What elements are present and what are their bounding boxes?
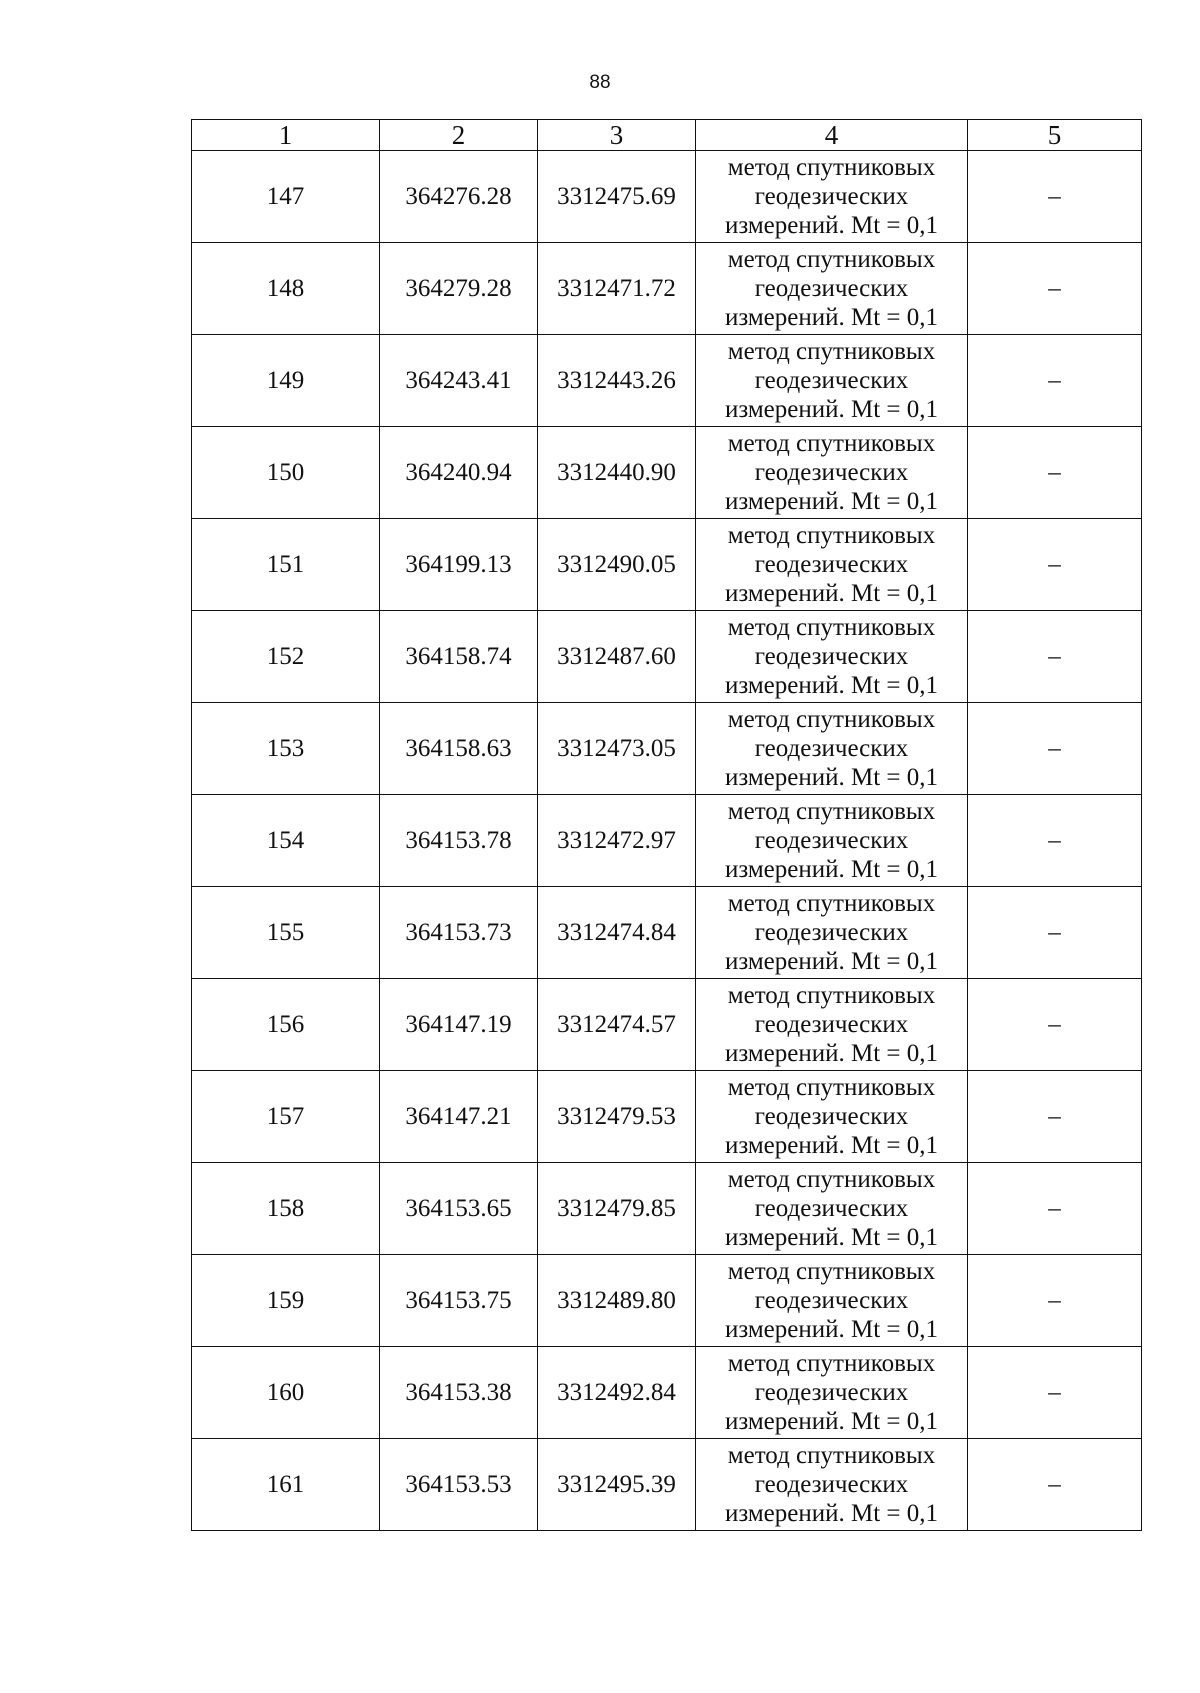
x-coordinate-cell: 364153.38: [380, 1347, 538, 1439]
point-number-cell: 149: [192, 335, 380, 427]
table-header-row: [192, 120, 1142, 151]
note-cell: –: [968, 519, 1142, 611]
y-coordinate-cell: 3312443.26: [538, 335, 696, 427]
table-row: [192, 1347, 1142, 1439]
y-coordinate-cell: 3312490.05: [538, 519, 696, 611]
method-line-2: геодезических: [754, 1471, 909, 1498]
point-number-cell: 154: [192, 795, 380, 887]
method-line-2: геодезических: [754, 183, 909, 210]
point-number-cell: 148: [192, 243, 380, 335]
point-number-cell: 152: [192, 611, 380, 703]
point-number-cell: 160: [192, 1347, 380, 1439]
y-coordinate-cell: 3312473.05: [538, 703, 696, 795]
x-coordinate-cell: 364158.63: [380, 703, 538, 795]
table-row: [192, 795, 1142, 887]
method-cell: [696, 427, 968, 519]
point-number-cell: 155: [192, 887, 380, 979]
method-line-3: измерений. Mt = 0,1: [724, 304, 939, 331]
method-line-2: геодезических: [754, 735, 909, 762]
column-header-2: 2: [380, 120, 538, 151]
y-coordinate-cell: 3312487.60: [538, 611, 696, 703]
method-line-2: геодезических: [754, 1103, 909, 1130]
method-line-3: измерений. Mt = 0,1: [724, 672, 939, 699]
method-line-1: метод спутниковых: [727, 1258, 936, 1285]
method-line-1: метод спутниковых: [727, 1350, 936, 1377]
method-cell: [696, 1255, 968, 1347]
point-number-cell: 156: [192, 979, 380, 1071]
method-line-3: измерений. Mt = 0,1: [724, 1408, 939, 1435]
y-coordinate-cell: 3312475.69: [538, 151, 696, 243]
y-coordinate-cell: 3312474.84: [538, 887, 696, 979]
note-cell: –: [968, 427, 1142, 519]
method-line-1: метод спутниковых: [727, 338, 936, 365]
method-line-3: измерений. Mt = 0,1: [724, 1316, 939, 1343]
y-coordinate-cell: 3312472.97: [538, 795, 696, 887]
method-line-1: метод спутниковых: [727, 982, 936, 1009]
table-row: [192, 243, 1142, 335]
x-coordinate-cell: 364147.21: [380, 1071, 538, 1163]
table-row: [192, 1439, 1142, 1531]
table-row: [192, 1163, 1142, 1255]
x-coordinate-cell: 364153.78: [380, 795, 538, 887]
method-line-2: геодезических: [754, 1011, 909, 1038]
x-coordinate-cell: 364153.73: [380, 887, 538, 979]
method-line-1: метод спутниковых: [727, 1442, 936, 1469]
method-line-3: измерений. Mt = 0,1: [724, 856, 939, 883]
method-line-1: метод спутниковых: [727, 430, 936, 457]
note-cell: –: [968, 243, 1142, 335]
x-coordinate-cell: 364243.41: [380, 335, 538, 427]
note-cell: –: [968, 611, 1142, 703]
note-cell: –: [968, 795, 1142, 887]
method-cell: [696, 1347, 968, 1439]
x-coordinate-cell: 364158.74: [380, 611, 538, 703]
x-coordinate-cell: 364240.94: [380, 427, 538, 519]
y-coordinate-cell: 3312495.39: [538, 1439, 696, 1531]
method-line-1: метод спутниковых: [727, 1166, 936, 1193]
table-row: [192, 335, 1142, 427]
y-coordinate-cell: 3312489.80: [538, 1255, 696, 1347]
method-line-3: измерений. Mt = 0,1: [724, 1224, 939, 1251]
table-row: [192, 519, 1142, 611]
point-number-cell: 151: [192, 519, 380, 611]
table-row: [192, 979, 1142, 1071]
method-line-2: геодезических: [754, 643, 909, 670]
method-line-2: геодезических: [754, 459, 909, 486]
method-cell: [696, 611, 968, 703]
x-coordinate-cell: 364276.28: [380, 151, 538, 243]
x-coordinate-cell: 364199.13: [380, 519, 538, 611]
method-line-1: метод спутниковых: [727, 246, 936, 273]
method-line-2: геодезических: [754, 827, 909, 854]
point-number-cell: 147: [192, 151, 380, 243]
point-number-cell: 158: [192, 1163, 380, 1255]
method-line-3: измерений. Mt = 0,1: [724, 948, 939, 975]
y-coordinate-cell: 3312479.85: [538, 1163, 696, 1255]
method-line-3: измерений. Mt = 0,1: [724, 764, 939, 791]
y-coordinate-cell: 3312440.90: [538, 427, 696, 519]
method-line-2: геодезических: [754, 919, 909, 946]
column-header-5: 5: [968, 120, 1142, 151]
table-row: [192, 1255, 1142, 1347]
table-row: [192, 703, 1142, 795]
table-row: [192, 1071, 1142, 1163]
method-line-2: геодезических: [754, 367, 909, 394]
method-line-3: измерений. Mt = 0,1: [724, 396, 939, 423]
method-line-2: геодезических: [754, 1287, 909, 1314]
method-line-1: метод спутниковых: [727, 154, 936, 181]
table-row: [192, 427, 1142, 519]
method-cell: [696, 795, 968, 887]
x-coordinate-cell: 364153.65: [380, 1163, 538, 1255]
method-line-3: измерений. Mt = 0,1: [724, 1500, 939, 1527]
method-cell: [696, 887, 968, 979]
method-line-3: измерений. Mt = 0,1: [724, 488, 939, 515]
method-cell: [696, 1071, 968, 1163]
method-line-1: метод спутниковых: [727, 1074, 936, 1101]
note-cell: –: [968, 979, 1142, 1071]
method-line-2: геодезических: [754, 551, 909, 578]
y-coordinate-cell: 3312471.72: [538, 243, 696, 335]
column-header-3: 3: [538, 120, 696, 151]
y-coordinate-cell: 3312479.53: [538, 1071, 696, 1163]
note-cell: –: [968, 1071, 1142, 1163]
method-cell: [696, 243, 968, 335]
point-number-cell: 161: [192, 1439, 380, 1531]
method-cell: [696, 335, 968, 427]
method-line-2: геодезических: [754, 1195, 909, 1222]
x-coordinate-cell: 364279.28: [380, 243, 538, 335]
method-line-1: метод спутниковых: [727, 890, 936, 917]
method-line-3: измерений. Mt = 0,1: [724, 212, 939, 239]
table-body: [192, 151, 1142, 1531]
x-coordinate-cell: 364147.19: [380, 979, 538, 1071]
point-number-cell: 153: [192, 703, 380, 795]
note-cell: –: [968, 1255, 1142, 1347]
table-row: [192, 151, 1142, 243]
point-number-cell: 157: [192, 1071, 380, 1163]
coordinates-table: [191, 119, 1142, 1531]
method-cell: [696, 1163, 968, 1255]
point-number-cell: 159: [192, 1255, 380, 1347]
column-header-4: 4: [696, 120, 968, 151]
note-cell: –: [968, 1347, 1142, 1439]
table-row: [192, 887, 1142, 979]
note-cell: –: [968, 151, 1142, 243]
note-cell: –: [968, 335, 1142, 427]
method-line-3: измерений. Mt = 0,1: [724, 580, 939, 607]
x-coordinate-cell: 364153.53: [380, 1439, 538, 1531]
column-header-1: 1: [192, 120, 380, 151]
note-cell: –: [968, 1163, 1142, 1255]
method-cell: [696, 519, 968, 611]
method-cell: [696, 1439, 968, 1531]
method-line-1: метод спутниковых: [727, 706, 936, 733]
method-line-3: измерений. Mt = 0,1: [724, 1040, 939, 1067]
method-line-1: метод спутниковых: [727, 614, 936, 641]
method-cell: [696, 151, 968, 243]
method-line-3: измерений. Mt = 0,1: [724, 1132, 939, 1159]
note-cell: –: [968, 1439, 1142, 1531]
y-coordinate-cell: 3312474.57: [538, 979, 696, 1071]
method-cell: [696, 703, 968, 795]
method-line-2: геодезических: [754, 275, 909, 302]
method-line-2: геодезических: [754, 1379, 909, 1406]
method-line-1: метод спутниковых: [727, 522, 936, 549]
note-cell: –: [968, 887, 1142, 979]
method-cell: [696, 979, 968, 1071]
note-cell: –: [968, 703, 1142, 795]
page-number: 88: [589, 72, 611, 93]
method-line-1: метод спутниковых: [727, 798, 936, 825]
y-coordinate-cell: 3312492.84: [538, 1347, 696, 1439]
x-coordinate-cell: 364153.75: [380, 1255, 538, 1347]
point-number-cell: 150: [192, 427, 380, 519]
table-row: [192, 611, 1142, 703]
